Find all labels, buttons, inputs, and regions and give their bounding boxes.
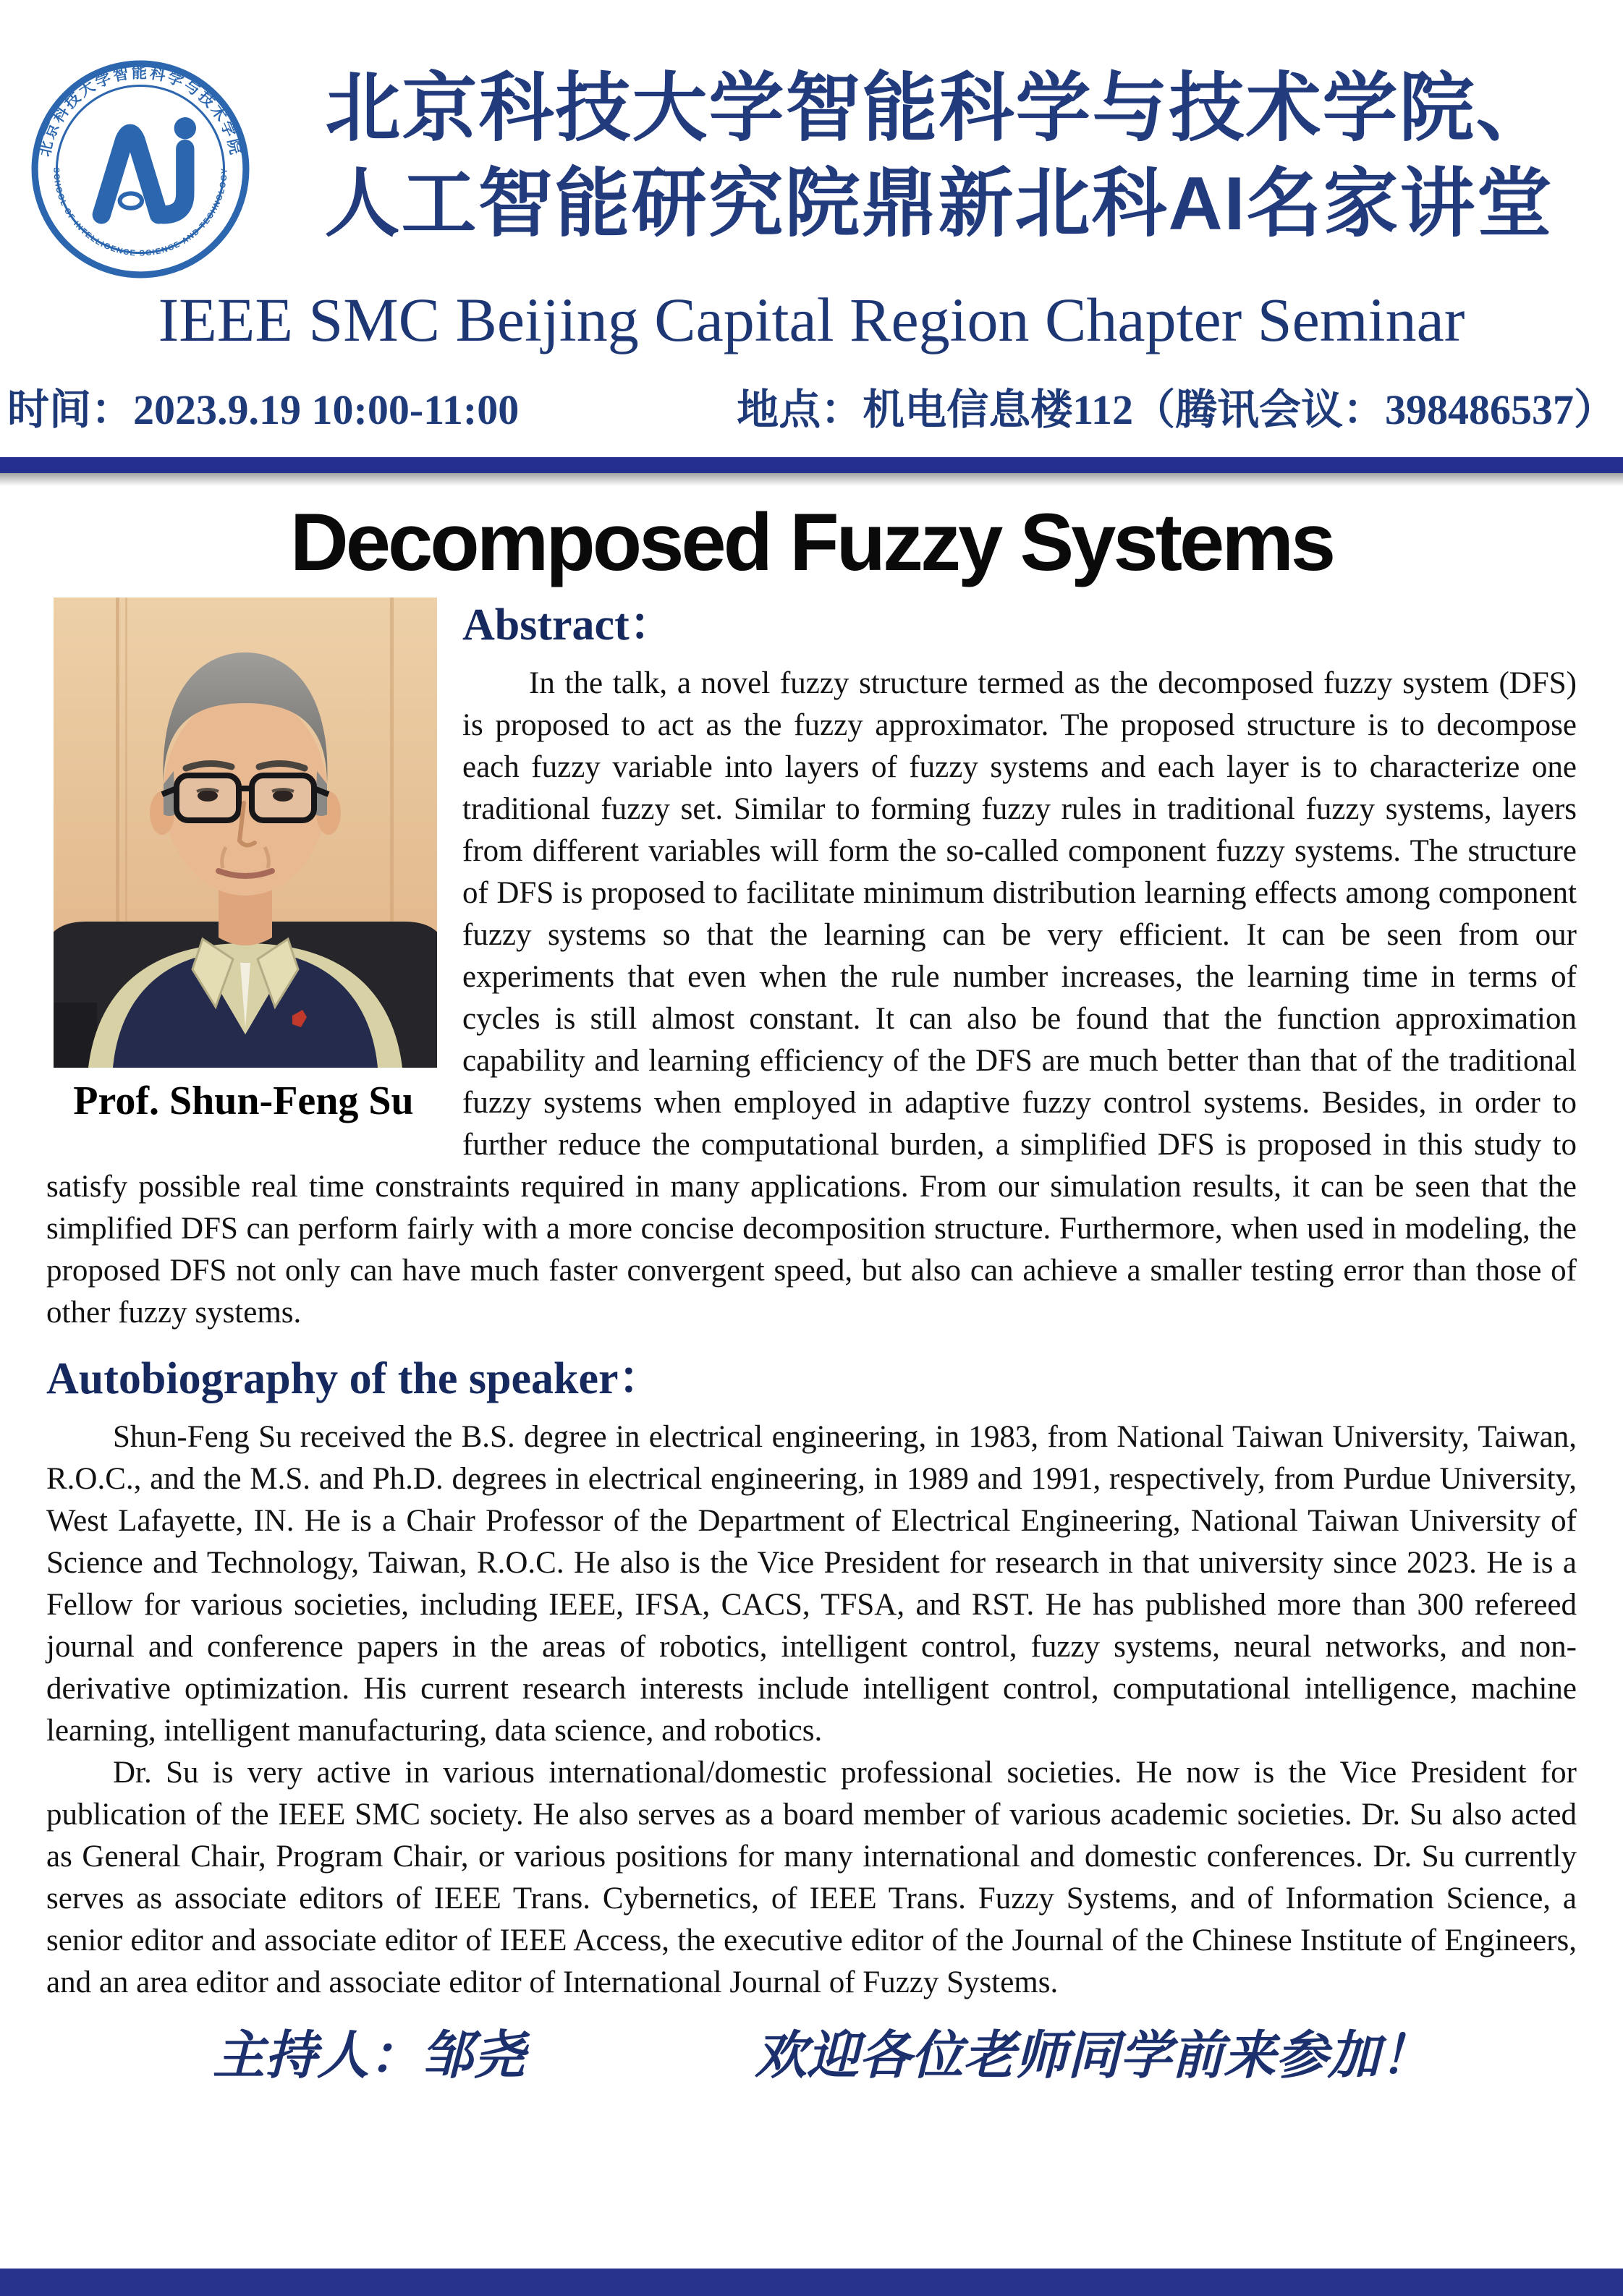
- logo-ring-text-zh: 北京科技大学智能科学与技术学院: [35, 64, 245, 158]
- seminar-series-line: IEEE SMC Beijing Capital Region Chapter Seminar: [158, 285, 1465, 354]
- seminar-location: 地点：机电信息楼112（腾讯会议：398486537）: [737, 386, 1616, 433]
- bottom-bar: [0, 2269, 1623, 2296]
- header-divider-shadow: [0, 473, 1623, 486]
- poster-body: [0, 587, 1623, 2089]
- bio-paragraph-1: Shun-Feng Su received the B.S. degree in electrical engineering, in 1983, from National Taiwan University, Taiwan, R.O.C., and the M.S. and Ph.D. degrees in electrical engineering, in 1989 and 1991, respectively, from Purdue University, West Lafayette, IN. He is a Chair Professor of the Department of Electrical Engineering, National Taiwan University of Science and Technology, Taiwan, R.O.C. He also is the Vice President for research in that university since 2023. He is a Fellow for various societies, including IEEE, IFSA, CACS, TFSA, and RST. He has published more than 300 refereed journal and conference papers in the areas of robotics, intelligent control, fuzzy systems, neural networks, and non-derivative optimization. His current research interests include intelligent control, computational intelligence, machine learning, intelligent manufacturing, data science, and robotics.: [46, 1420, 1577, 1748]
- abstract-heading: Abstract：: [462, 600, 674, 650]
- speaker-name-caption: Prof. Shun-Feng Su: [73, 1079, 414, 1123]
- welcome-text: 欢迎各位老师同学前来参加！: [754, 2027, 1432, 2085]
- abstract-paragraph: In the talk, a novel fuzzy structure termed as the decomposed fuzzy system (DFS) is proposed to act as the fuzzy approximator. The proposed structure is to decompose each fuzzy variable into layers of fuzzy systems and each layer is to characterize one traditional fuzzy set. Similar to forming fuzzy rules in traditional fuzzy systems, layers from different variables will form the so-called component fuzzy systems. The structure of DFS is proposed to facilitate minimum distribution learning effects among component fuzzy systems so that the learning can be very efficient. It can be seen from our experiments that even when the rule number increases, the learning time in terms of cycles is still almost constant. It can also be found that the function approximation capability and learning efficiency of the DFS are much better than that of the traditional fuzzy systems when employed in adaptive fuzzy control systems. Besides, in order to further reduce the computational burden, a simplified DFS is proposed in this study to satisfy possible real time constraints required in many applications. From our simulation results, it can be seen that the simplified DFS can perform fairly with a more concise decomposition structure. Furthermore, when used in modeling, the proposed DFS not only can have much faster convergent speed, but also can achieve a smaller testing error than those of other fuzzy systems.: [46, 666, 1577, 1330]
- header-title-line1: 北京科技大学智能科学与技术学院、: [325, 67, 1553, 150]
- header-title-line2: 人工智能研究院鼎新北科AI名家讲堂: [324, 162, 1554, 246]
- talk-title: Decomposed Fuzzy Systems: [289, 497, 1334, 587]
- header-divider-bar: [0, 457, 1623, 473]
- host-text: 主持人：邹尧: [213, 2027, 526, 2085]
- bio-heading: Autobiography of the speaker：: [46, 1354, 664, 1403]
- school-logo: [30, 59, 250, 279]
- footer-line: [46, 2023, 1577, 2089]
- speaker-photo-block: [46, 598, 441, 1124]
- time-location-line: [0, 382, 1623, 438]
- poster-header: [0, 0, 1623, 457]
- seminar-time: 时间：2023.9.19 10:00-11:00: [7, 386, 520, 433]
- header-title-block: [266, 61, 1611, 252]
- speaker-photo: [54, 598, 437, 1068]
- logo-ring-text-en: SCHOOL OF INTELLIGENCE SCIENCE AND TECHNOLOGY: [51, 167, 229, 258]
- bio-paragraph-2: Dr. Su is very active in various international/domestic professional societies. He now is the Vice President for publication of the IEEE SMC society. He also serves as a board member of various academic societies. Dr. Su also acted as General Chair, Program Chair, or various positions for many international and domestic conferences. Dr. Su currently serves as associate editors of IEEE Trans. Cybernetics, of IEEE Trans. Fuzzy Systems, and of Information Science, a senior editor and associate editor of IEEE Access, the executive editor of the Journal of the Chinese Institute of Engineers, and an area editor and associate editor of International Journal of Fuzzy Systems.: [46, 1756, 1577, 1999]
